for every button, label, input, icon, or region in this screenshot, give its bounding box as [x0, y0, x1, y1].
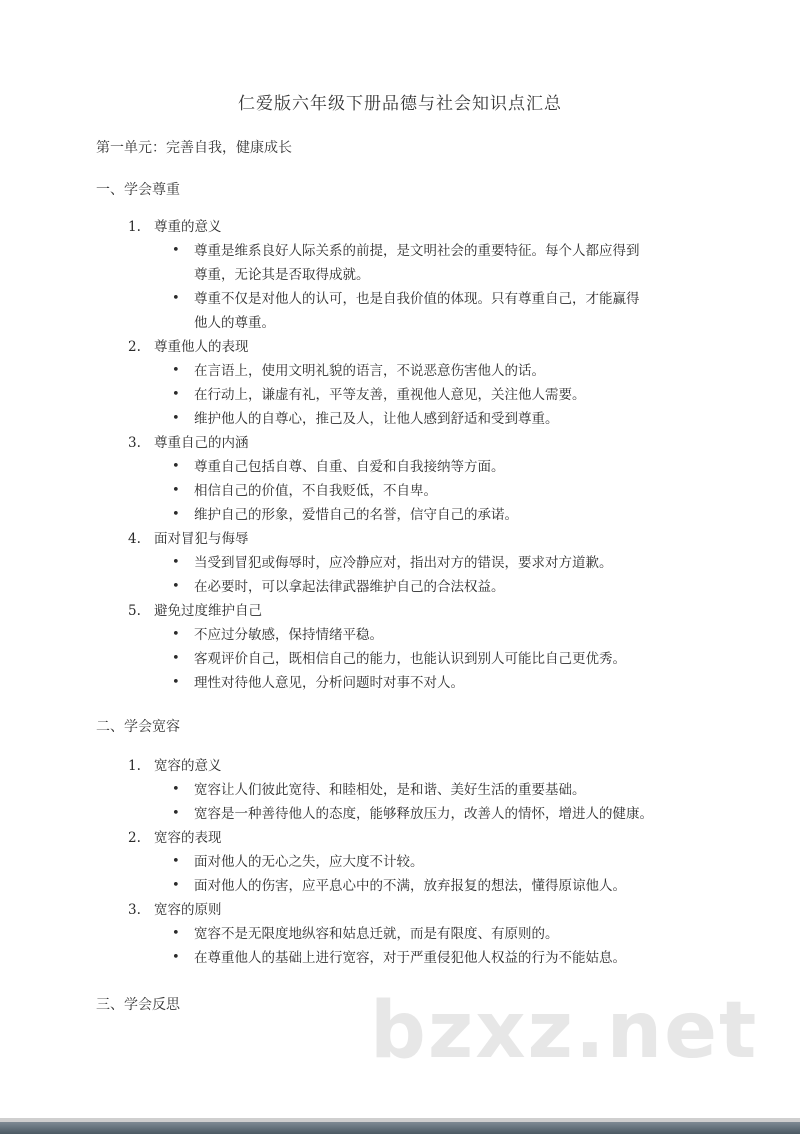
- item-number: 1.: [128, 219, 141, 235]
- bullet-text: • 尊重不仅是对他人的认可，也是自我价值的体现。只有尊重自己，才能赢得: [128, 287, 728, 311]
- bullet-text: • 宽容是一种善待他人的态度，能够释放压力，改善人的情怀，增进人的健康。: [128, 802, 728, 826]
- item-number: 1.: [128, 758, 141, 774]
- bottom-bar: [0, 1118, 800, 1134]
- bullet-text-cont: 他人的尊重。: [194, 315, 275, 331]
- bullet-text: • 宽容不是无限度地纵容和姑息迁就，而是有限度、有原则的。: [128, 922, 728, 946]
- bullet-text: • 尊重是维系良好人际关系的前提，是文明社会的重要特征。每个人都应得到: [128, 239, 728, 263]
- list-item: [128, 599, 728, 695]
- item-title: 尊重他人的表现: [154, 339, 249, 355]
- item-title: 尊重的意义: [154, 219, 222, 235]
- list-item: [128, 527, 728, 599]
- unit-heading: 第一单元：完善自我，健康成长: [96, 140, 292, 156]
- item-title: 避免过度维护自己: [154, 603, 262, 619]
- bullet-text: • 尊重自己包括自尊、自重、自爱和自我接纳等方面。: [128, 455, 728, 479]
- bullet-text: • 在必要时，可以拿起法律武器维护自己的合法权益。: [128, 575, 728, 599]
- list-item: [128, 431, 728, 527]
- list-item: [128, 826, 728, 898]
- bullet-text: • 面对他人的伤害，应平息心中的不满，放弃报复的想法，懂得原谅他人。: [128, 874, 728, 898]
- item-number: 2.: [128, 339, 141, 355]
- bullet-text: • 宽容让人们彼此宽待、和睦相处，是和谐、美好生活的重要基础。: [128, 778, 728, 802]
- item-title: 面对冒犯与侮辱: [154, 531, 249, 547]
- item-title: 宽容的表现: [154, 830, 222, 846]
- bullet-text: • 当受到冒犯或侮辱时，应冷静应对，指出对方的错误，要求对方道歉。: [128, 551, 728, 575]
- item-title: 宽容的原则: [154, 902, 222, 918]
- item-title: 尊重自己的内涵: [154, 435, 249, 451]
- bullet-text: • 维护自己的形象，爱惜自己的名誉，信守自己的承诺。: [128, 503, 728, 527]
- bullet-text: • 维护他人的自尊心，推己及人，让他人感到舒适和受到尊重。: [128, 407, 728, 431]
- bullet-text: • 在行动上，谦虚有礼，平等友善，重视他人意见，关注他人需要。: [128, 383, 728, 407]
- section-list: [128, 754, 728, 970]
- list-item: [128, 215, 728, 335]
- item-number: 5.: [128, 603, 141, 619]
- item-number: 3.: [128, 435, 141, 451]
- bullet-text: • 客观评价自己，既相信自己的能力，也能认识到别人可能比自己更优秀。: [128, 647, 728, 671]
- item-number: 4.: [128, 531, 141, 547]
- item-number: 3.: [128, 902, 141, 918]
- section-heading: 二、学会宽容: [96, 719, 180, 735]
- bullet-text: • 理性对待他人意见，分析问题时对事不对人。: [128, 671, 728, 695]
- bullet-text: • 在言语上，使用文明礼貌的语言，不说恶意伤害他人的话。: [128, 359, 728, 383]
- bullet-text-cont: 尊重，无论其是否取得成就。: [194, 267, 370, 283]
- bullet-text: • 相信自己的价值，不自我贬低，不自卑。: [128, 479, 728, 503]
- bullet-text: • 面对他人的无心之失，应大度不计较。: [128, 850, 728, 874]
- section-heading: 一、学会尊重: [96, 182, 180, 198]
- section-heading: 三、学会反思: [96, 997, 180, 1013]
- item-number: 2.: [128, 830, 141, 846]
- list-item: [128, 335, 728, 431]
- bullet-text: • 在尊重他人的基础上进行宽容，对于严重侵犯他人权益的行为不能姑息。: [128, 946, 728, 970]
- list-item: [128, 898, 728, 970]
- list-item: [128, 754, 728, 826]
- section-list: [128, 215, 728, 695]
- item-title: 宽容的意义: [154, 758, 222, 774]
- page-title: 仁爱版六年级下册品德与社会知识点汇总: [238, 94, 562, 114]
- watermark: bzxz.net: [370, 986, 759, 1076]
- bullet-text: • 不应过分敏感，保持情绪平稳。: [128, 623, 728, 647]
